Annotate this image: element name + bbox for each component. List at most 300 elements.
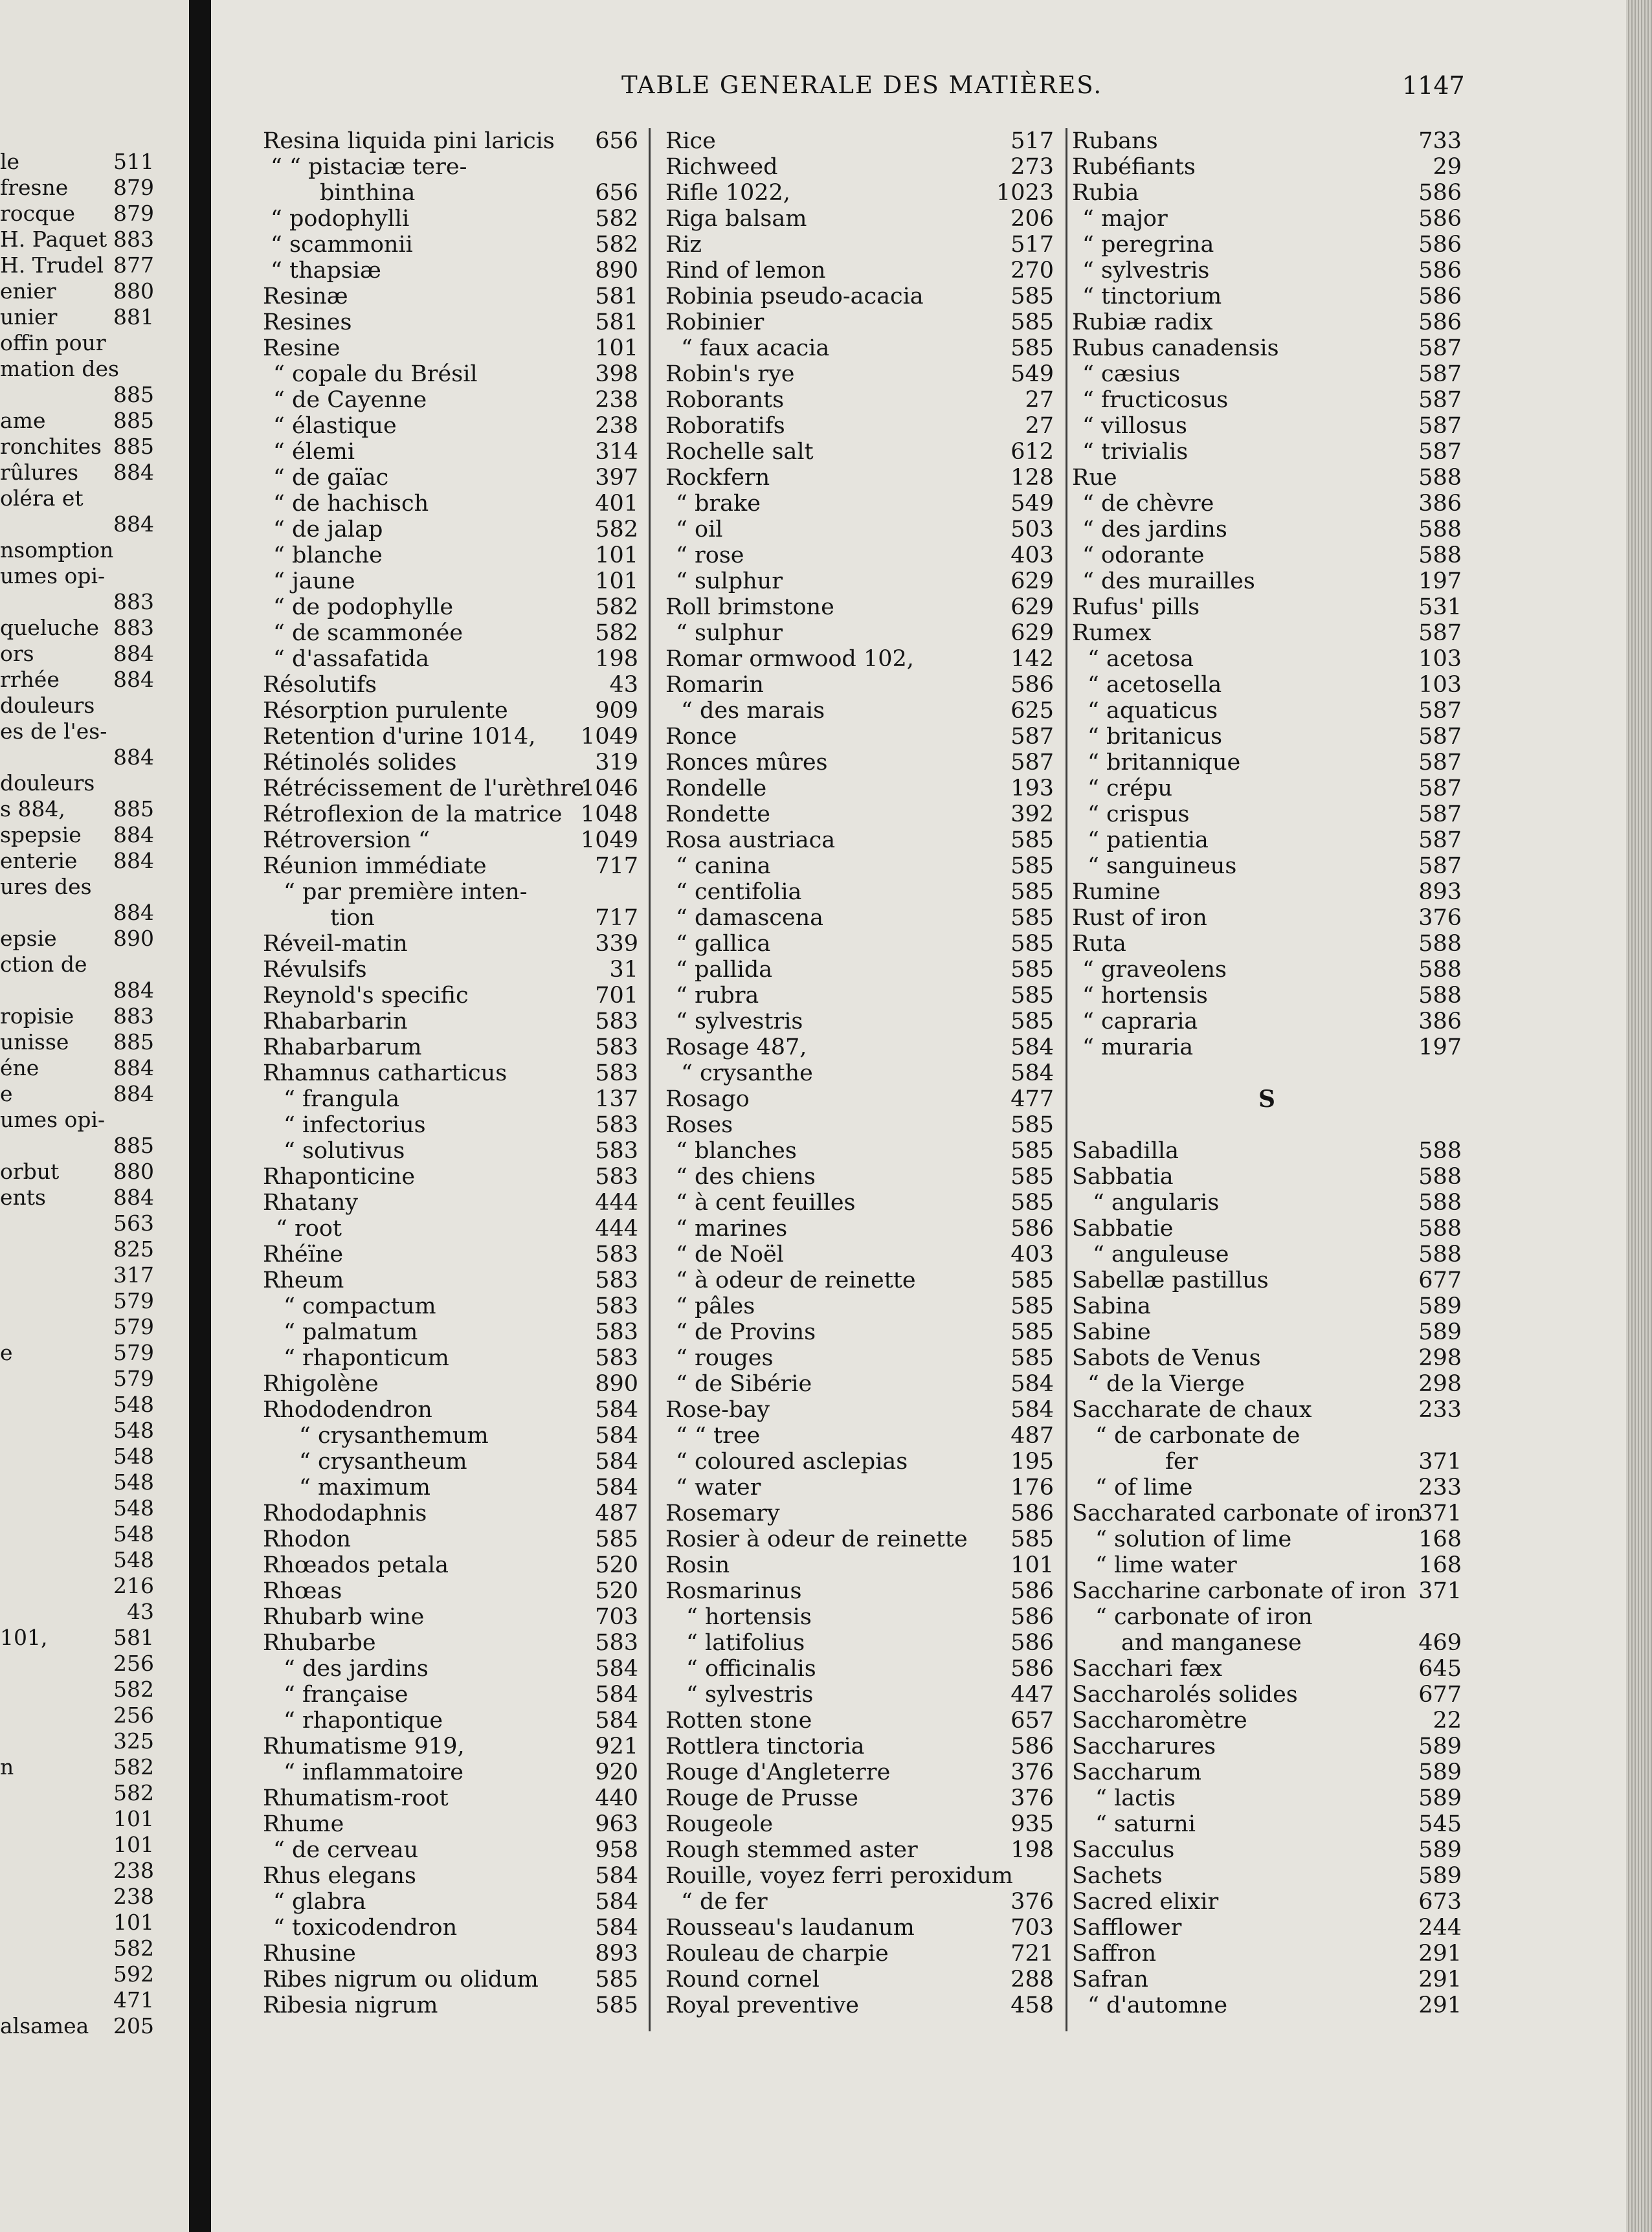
entry-page-ref: 244 (1418, 1915, 1462, 1941)
index-entry (665, 1423, 1054, 1449)
entry-term: “ sylvestris (676, 1009, 803, 1034)
entry-term: “ copale du Brésil (273, 361, 478, 387)
index-entry (1072, 180, 1462, 206)
entry-term: unisse (0, 1029, 69, 1055)
entry-page-ref: 583 (595, 1009, 638, 1034)
index-entry (263, 491, 638, 517)
entry-term: Sacculus (1072, 1837, 1175, 1863)
index-entry (263, 1267, 638, 1293)
entry-page-ref: 403 (1010, 1242, 1054, 1267)
entry-page-ref: 963 (595, 1811, 638, 1837)
index-entry (665, 1604, 1054, 1630)
index-entry (665, 1138, 1054, 1164)
entry-term: ropisie (0, 1003, 74, 1029)
entry-page-ref: 585 (1010, 309, 1054, 335)
index-entry (665, 983, 1054, 1009)
index-entry (263, 1759, 638, 1785)
entry-term: Résorption purulente (263, 698, 508, 724)
index-entry (263, 1423, 638, 1449)
entry-term: “ sylvestris (1082, 258, 1210, 284)
entry-term: Rosin (665, 1552, 730, 1578)
entry-page-ref: 31 (609, 957, 638, 983)
index-entry (0, 149, 154, 175)
running-head: TABLE GENERALE DES MATIÈRES. (621, 71, 1103, 99)
index-entry (0, 926, 154, 952)
entry-term: “ graveolens (1082, 957, 1227, 983)
entry-page-ref: 585 (1010, 1112, 1054, 1138)
entry-term: Rosa austriaca (665, 827, 836, 853)
index-entry (1072, 1371, 1462, 1397)
entry-term: Sabbatia (1072, 1164, 1174, 1190)
entry-term: ents (0, 1185, 46, 1210)
index-entry (1072, 672, 1462, 698)
entry-term: “ angularis (1093, 1190, 1220, 1216)
index-entry (0, 667, 154, 693)
index-entry (665, 1371, 1054, 1397)
entry-page-ref: 291 (1418, 1941, 1462, 1967)
entry-page-ref: 1023 (996, 180, 1054, 206)
entry-page-ref: 585 (1010, 1267, 1054, 1293)
entry-page-ref: 885 (113, 1029, 154, 1055)
entry-term: “ thapsiæ (271, 258, 381, 284)
index-entry (0, 1444, 154, 1469)
index-entry (0, 1521, 154, 1547)
entry-term: “ capraria (1082, 1009, 1198, 1034)
entry-page-ref: 583 (595, 1060, 638, 1086)
index-entry (0, 1029, 154, 1055)
entry-page-ref: 584 (595, 1397, 638, 1423)
index-entry (0, 1236, 154, 1262)
entry-page-ref: 584 (595, 1863, 638, 1889)
entry-term: Romar ormwood 102, (665, 646, 914, 672)
index-entry (0, 1314, 154, 1340)
entry-page-ref: 458 (1010, 1992, 1054, 2018)
index-entry (665, 1345, 1054, 1371)
entry-term: Ronces mûres (665, 750, 828, 776)
index-entry (665, 879, 1054, 905)
entry-page-ref: 583 (595, 1242, 638, 1267)
index-entry (665, 853, 1054, 879)
entry-term: Safran (1072, 1967, 1148, 1992)
index-entry (0, 1987, 154, 2013)
entry-page-ref: 29 (1433, 154, 1462, 180)
entry-term: douleurs (0, 770, 95, 796)
index-entry (0, 1547, 154, 1573)
entry-page-ref: 386 (1418, 1009, 1462, 1034)
entry-term: “ des jardins (284, 1656, 429, 1682)
index-entry (0, 822, 154, 848)
entry-term: “ brake (676, 491, 761, 517)
entry-page-ref: 935 (1010, 1811, 1054, 1837)
entry-page-ref: 376 (1010, 1785, 1054, 1811)
entry-page-ref: 589 (1418, 1785, 1462, 1811)
entry-page-ref: 958 (595, 1837, 638, 1863)
index-entry (0, 1133, 154, 1159)
entry-term: “ latifolius (686, 1630, 805, 1656)
index-entry (0, 408, 154, 434)
entry-page-ref: 587 (1418, 750, 1462, 776)
entry-term: “ de podophylle (273, 594, 454, 620)
entry-term: Rouge de Prusse (665, 1785, 858, 1811)
entry-term: “ par première inten- (284, 879, 528, 905)
entry-term: “ lime water (1095, 1552, 1237, 1578)
index-entry (0, 1392, 154, 1418)
index-entry (0, 900, 154, 926)
entry-term: Rosmarinus (665, 1578, 802, 1604)
entry-page-ref: 520 (595, 1552, 638, 1578)
index-entry (665, 387, 1054, 413)
index-entry (665, 232, 1054, 258)
entry-term: Rhaponticine (263, 1164, 416, 1190)
entry-page-ref: 885 (113, 1133, 154, 1158)
entry-term: “ de jalap (273, 517, 383, 542)
entry-term: Sacred elixir (1072, 1889, 1219, 1915)
index-entry (263, 206, 638, 232)
index-entry (263, 750, 638, 776)
entry-term: “ des jardins (1082, 517, 1227, 542)
index-entry (0, 770, 154, 796)
entry-term: “ rubra (676, 983, 759, 1009)
entry-term: “ acetosa (1088, 646, 1194, 672)
index-entry (263, 1915, 638, 1941)
entry-page-ref: 298 (1418, 1371, 1462, 1397)
index-entry (665, 517, 1054, 542)
entry-term: Rubus canadensis (1072, 335, 1279, 361)
entry-term: “ crysanthe (681, 1060, 813, 1086)
index-entry (1072, 1967, 1462, 1992)
index-entry (0, 1469, 154, 1495)
entry-term: “ de gaïac (273, 465, 389, 491)
entry-page-ref: 656 (595, 180, 638, 206)
entry-page-ref: 587 (1418, 413, 1462, 439)
entry-term: Rose-bay (665, 1397, 770, 1423)
entry-term: Rhéïne (263, 1242, 344, 1267)
index-entry (263, 258, 638, 284)
entry-term: “ solution of lime (1095, 1526, 1292, 1552)
entry-term: “ tinctorium (1082, 284, 1222, 309)
index-entry (263, 776, 638, 801)
index-entry (665, 1086, 1054, 1112)
entry-term: H. Trudel (0, 252, 104, 278)
index-entry (0, 952, 154, 977)
index-entry (1072, 905, 1462, 931)
index-entry (0, 1806, 154, 1832)
entry-term: rocque (0, 201, 76, 226)
index-entry (665, 128, 1054, 154)
entry-term: “ glabra (273, 1889, 366, 1915)
entry-page-ref: 103 (1418, 672, 1462, 698)
entry-term: “ centifolia (676, 879, 802, 905)
index-entry (1072, 724, 1462, 750)
entry-page-ref: 101 (595, 542, 638, 568)
entry-page-ref: 587 (1418, 724, 1462, 750)
entry-term: “ d'assafatida (273, 646, 430, 672)
entry-term: Réunion immédiate (263, 853, 487, 879)
entry-term: Riz (665, 232, 702, 258)
entry-page-ref: 43 (127, 1599, 154, 1624)
entry-term: “ d'automne (1088, 1992, 1228, 2018)
entry-page-ref: 587 (1418, 801, 1462, 827)
entry-page-ref: 27 (1025, 413, 1054, 439)
entry-term: Sabina (1072, 1293, 1151, 1319)
entry-term: Ronce (665, 724, 737, 750)
entry-term: Resinæ (263, 284, 348, 309)
entry-term: Royal preventive (665, 1992, 860, 2018)
index-entry (665, 1578, 1054, 1604)
entry-term: Rougeole (665, 1811, 774, 1837)
entry-term: “ anguleuse (1093, 1242, 1229, 1267)
entry-term: Rough stemmed aster (665, 1837, 918, 1863)
entry-page-ref: 314 (595, 439, 638, 465)
index-entry (263, 1630, 638, 1656)
entry-page-ref: 233 (1418, 1397, 1462, 1423)
entry-page-ref: 585 (1010, 853, 1054, 879)
entry-term: Robin's rye (665, 361, 795, 387)
index-entry (263, 1992, 638, 2018)
index-entry (665, 801, 1054, 827)
entry-term: Rétinolés solides (263, 750, 457, 776)
entry-page-ref: 587 (1418, 387, 1462, 413)
index-entry (0, 1055, 154, 1081)
index-entry (665, 672, 1054, 698)
entry-page-ref: 27 (1025, 387, 1054, 413)
entry-page-ref: 879 (113, 175, 154, 200)
entry-page-ref: 588 (1418, 1242, 1462, 1267)
index-entry (0, 278, 154, 304)
entry-page-ref: 587 (1418, 335, 1462, 361)
entry-page-ref: 585 (595, 1992, 638, 2018)
entry-page-ref: 589 (1418, 1759, 1462, 1785)
entry-page-ref: 142 (1010, 646, 1054, 672)
index-entry (0, 356, 154, 382)
entry-page-ref: 583 (595, 1164, 638, 1190)
entry-page-ref: 585 (595, 1526, 638, 1552)
index-entry (1072, 361, 1462, 387)
entry-page-ref: 585 (1010, 284, 1054, 309)
index-entry (1072, 1190, 1462, 1216)
index-entry (0, 874, 154, 900)
entry-page-ref: 877 (113, 252, 154, 278)
entry-page-ref: 103 (1418, 646, 1462, 672)
entry-page-ref: 233 (1418, 1475, 1462, 1501)
entry-term: “ élastique (273, 413, 397, 439)
entry-page-ref: 582 (595, 620, 638, 646)
entry-term: H. Paquet (0, 227, 107, 252)
entry-term: ame (0, 408, 46, 433)
entry-term: Sabots de Venus (1072, 1345, 1261, 1371)
entry-term: mation des (0, 356, 119, 381)
entry-page-ref: 585 (1010, 879, 1054, 905)
entry-page-ref: 884 (113, 460, 154, 485)
entry-term: “ peregrina (1082, 232, 1214, 258)
index-entry (0, 1961, 154, 1987)
entry-term: “ “ tree (676, 1423, 761, 1449)
entry-page-ref: 588 (1418, 931, 1462, 957)
entry-page-ref: 198 (1010, 1837, 1054, 1863)
index-entry (0, 1910, 154, 1936)
entry-page-ref: 584 (595, 1915, 638, 1941)
index-entry (665, 1164, 1054, 1190)
index-entry (263, 801, 638, 827)
entry-page-ref: 584 (595, 1708, 638, 1734)
entry-page-ref: 1049 (580, 724, 638, 750)
entry-term: Rosago (665, 1086, 750, 1112)
entry-term: orbut (0, 1159, 60, 1184)
entry-page-ref: 586 (1418, 206, 1462, 232)
entry-term: Rondette (665, 801, 770, 827)
index-entry (0, 1884, 154, 1910)
entry-term: “ sylvestris (686, 1682, 814, 1708)
index-entry (665, 491, 1054, 517)
index-entry (665, 568, 1054, 594)
entry-page-ref: 585 (1010, 1164, 1054, 1190)
index-entry (0, 1573, 154, 1599)
entry-page-ref: 477 (1010, 1086, 1054, 1112)
entry-term: “ trivialis (1082, 439, 1189, 465)
entry-term: Rondelle (665, 776, 767, 801)
entry-page-ref: 511 (113, 149, 154, 174)
entry-page-ref: 588 (1418, 542, 1462, 568)
entry-page-ref: 582 (595, 232, 638, 258)
entry-term: enterie (0, 848, 78, 873)
index-entry (0, 330, 154, 356)
entry-page-ref: 589 (1418, 1293, 1462, 1319)
entry-page-ref: 673 (1418, 1889, 1462, 1915)
index-entry (263, 1164, 638, 1190)
index-entry (1072, 1682, 1462, 1708)
entry-page-ref: 549 (1010, 361, 1054, 387)
entry-page-ref: 588 (1418, 1216, 1462, 1242)
entry-term: Sabadilla (1072, 1138, 1179, 1164)
entry-term: Roborants (665, 387, 785, 413)
entry-page-ref: 584 (1010, 1060, 1054, 1086)
entry-term: “ “ pistaciæ tere- (271, 154, 467, 180)
entry-page-ref: 176 (1010, 1475, 1054, 1501)
entry-page-ref: 586 (1418, 232, 1462, 258)
index-entry (1072, 594, 1462, 620)
entry-page-ref: 582 (113, 1754, 154, 1780)
entry-page-ref: 317 (113, 1262, 154, 1288)
index-entry (1072, 1578, 1462, 1604)
entry-page-ref: 585 (1010, 827, 1054, 853)
entry-term: oléra et (0, 485, 84, 511)
index-entry (665, 206, 1054, 232)
index-entry (263, 879, 638, 905)
entry-term: Rosier à odeur de reinette (665, 1526, 968, 1552)
index-entry (263, 1086, 638, 1112)
index-entry (263, 1734, 638, 1759)
entry-term: Rockfern (665, 465, 770, 491)
book-gutter (189, 0, 211, 2232)
index-entry (263, 1060, 638, 1086)
index-entry (263, 1708, 638, 1734)
entry-page-ref: 579 (113, 1288, 154, 1313)
entry-term: Rhododaphnis (263, 1501, 427, 1526)
entry-term: Rhatany (263, 1190, 359, 1216)
index-entry (263, 180, 638, 206)
index-entry (0, 1599, 154, 1625)
entry-page-ref: 583 (595, 1293, 638, 1319)
index-entry (0, 1495, 154, 1521)
entry-term: “ marines (676, 1216, 788, 1242)
entry-page-ref: 584 (595, 1656, 638, 1682)
entry-page-ref: 447 (1010, 1682, 1054, 1708)
index-entry (1072, 1164, 1462, 1190)
entry-page-ref: 256 (113, 1651, 154, 1676)
entry-term: nsomption (0, 537, 114, 563)
entry-term: Rubia (1072, 180, 1139, 206)
entry-term: 101, (0, 1625, 48, 1650)
index-entry (0, 1107, 154, 1133)
entry-term: Rhabarbarin (263, 1009, 408, 1034)
entry-page-ref: 703 (1010, 1915, 1054, 1941)
index-entry (0, 227, 154, 252)
entry-page-ref: 584 (1010, 1397, 1054, 1423)
entry-term: Rhumatism-root (263, 1785, 449, 1811)
index-entry (0, 1081, 154, 1107)
index-entry (0, 563, 154, 589)
entry-term: fer (1165, 1449, 1198, 1475)
index-entry (0, 848, 154, 874)
entry-page-ref: 386 (1418, 491, 1462, 517)
entry-page-ref: 291 (1418, 1967, 1462, 1992)
entry-term: Réveil-matin (263, 931, 408, 957)
index-entry (0, 1625, 154, 1651)
entry-page-ref: 517 (1010, 128, 1054, 154)
index-entry (0, 1418, 154, 1444)
entry-page-ref: 548 (113, 1444, 154, 1469)
entry-term: “ podophylli (271, 206, 410, 232)
index-entry (1072, 232, 1462, 258)
index-entry (665, 1552, 1054, 1578)
entry-page-ref: 1049 (580, 827, 638, 853)
entry-term: “ cæsius (1082, 361, 1181, 387)
index-entry (1072, 1759, 1462, 1785)
entry-page-ref: 548 (113, 1469, 154, 1495)
index-entry (1072, 335, 1462, 361)
entry-term: Riga balsam (665, 206, 807, 232)
entry-page-ref: 592 (113, 1961, 154, 1987)
index-entry (1072, 1397, 1462, 1423)
entry-term: Saccharated carbonate of iron (1072, 1501, 1422, 1526)
entry-term: queluche (0, 615, 99, 640)
entry-page-ref: 909 (595, 698, 638, 724)
entry-page-ref: 585 (1010, 983, 1054, 1009)
entry-term: “ jaune (273, 568, 355, 594)
index-entry (0, 1288, 154, 1314)
entry-page-ref: 238 (595, 413, 638, 439)
entry-page-ref: 884 (113, 667, 154, 692)
entry-page-ref: 582 (113, 1936, 154, 1961)
entry-page-ref: 549 (1010, 491, 1054, 517)
entry-term: Resines (263, 309, 352, 335)
entry-term: “ damascena (676, 905, 824, 931)
entry-page-ref: 582 (595, 206, 638, 232)
entry-term: “ faux acacia (681, 335, 830, 361)
index-entry (665, 957, 1054, 983)
entry-page-ref: 586 (1418, 180, 1462, 206)
entry-page-ref: 288 (1010, 1967, 1054, 1992)
entry-page-ref: 444 (595, 1216, 638, 1242)
entry-page-ref: 629 (1010, 568, 1054, 594)
index-entry (263, 1397, 638, 1423)
index-entry (1072, 1319, 1462, 1345)
entry-page-ref: 376 (1010, 1889, 1054, 1915)
entry-term: s 884, (0, 796, 65, 821)
index-entry (1072, 1526, 1462, 1552)
index-entry (665, 1009, 1054, 1034)
index-entry (665, 1242, 1054, 1267)
